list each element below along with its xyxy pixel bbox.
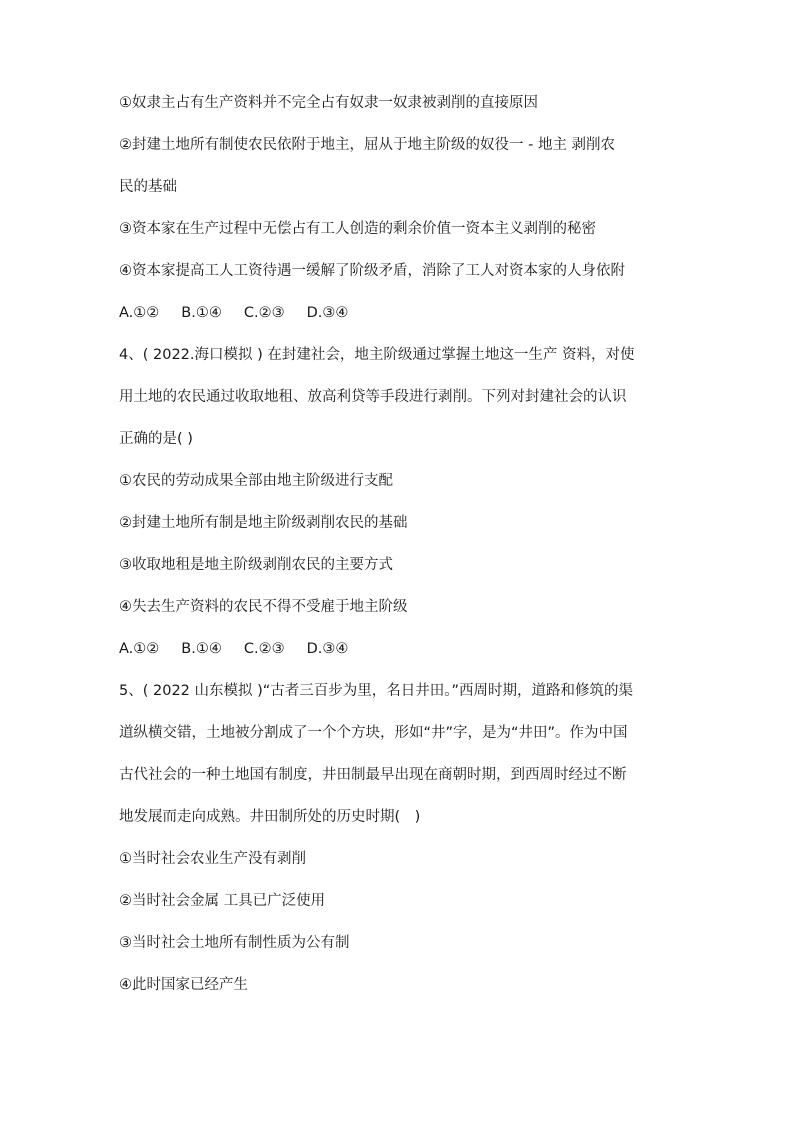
q4-stem-line-3: 正确的是( ) [119, 431, 193, 447]
q3-option-4: ④资本家提高工人工资待遇一缓解了阶级矛盾，消除了工人对资本家的人身依附 [119, 263, 625, 279]
q5-option-3: ③当时社会土地所有制性质为公有制 [119, 935, 350, 951]
q4-choice-a: A.①② [119, 641, 160, 657]
q4-choices [119, 639, 348, 659]
q4-stem-line-1: 4、( 2022.海口模拟 ) 在封建社会，地主阶级通过掌握土地这一生产 资料，对使 [119, 347, 635, 363]
q3-option-2: ②封建土地所有制使农民依附于地主，屈从于地主阶级的奴役一 - 地主 剥削农 [119, 137, 616, 153]
q3-choice-b: B.①④ [181, 305, 222, 321]
q5-option-4: ④此时国家已经产生 [119, 977, 248, 993]
q4-choice-c: C.②③ [243, 641, 285, 657]
q3-choice-d: D.③④ [306, 305, 349, 321]
q5-stem-line-1: 5、( 2022 山东模拟 )“古者三百步为里，名日井田。”西周时期，道路和修筑的渠 [119, 683, 634, 699]
q5-stem-line-4: 地发展而走向成熟。井田制所处的历史时期( ) [119, 809, 421, 825]
q3-choice-c: C.②③ [243, 305, 285, 321]
q4-choice-d: D.③④ [306, 641, 349, 657]
q4-stem-line-2: 用土地的农民通过收取地租、放高利贷等手段进行剥削。下列对封建社会的认识 [119, 389, 627, 405]
q4-choice-b: B.①④ [181, 641, 222, 657]
q5-option-2: ②当时社会金属 工具已广泛使用 [119, 893, 326, 909]
q3-choices [119, 303, 348, 323]
q4-option-3: ③收取地租是地主阶级剥削农民的主要方式 [119, 557, 393, 573]
q3-option-3: ③资本家在生产过程中无偿占有工人创造的剩余价值一资本主义剥削的秘密 [119, 221, 596, 237]
q4-option-1: ①农民的劳动成果全部由地主阶级进行支配 [119, 473, 393, 489]
q3-choice-a: A.①② [119, 305, 160, 321]
q5-stem-line-2: 道纵横交错，土地被分割成了一个个方块，形如“井”字，是为“井田”。作为中国 [119, 725, 628, 741]
q4-option-4: ④失去生产资料的农民不得不受雇于地主阶级 [119, 599, 408, 615]
q3-option-1: ①奴隶主占有生产资料并不完全占有奴隶一奴隶被剥削的直接原因 [119, 95, 538, 111]
q4-option-2: ②封建土地所有制是地主阶级剥削农民的基础 [119, 515, 408, 531]
q3-option-2-cont: 民的基础 [119, 179, 177, 195]
q5-stem-line-3: 古代社会的一种土地国有制度，井田制最早出现在商朝时期，到西周时经过不断 [119, 767, 627, 783]
q5-option-1: ①当时社会农业生产没有剥削 [119, 851, 306, 867]
